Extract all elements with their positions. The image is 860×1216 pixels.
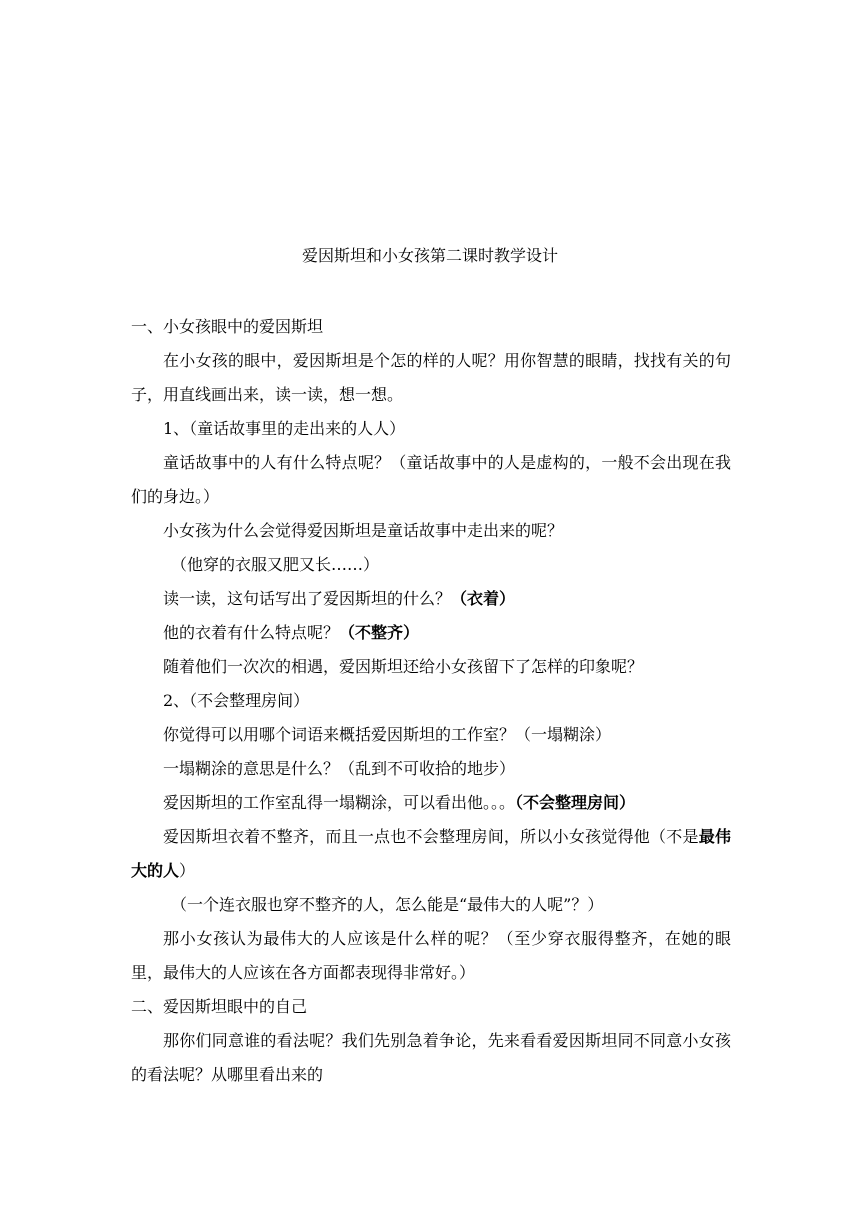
answer-9-bold: 最伟大的人 — [131, 827, 731, 880]
question-10: （一个连衣服也穿不整齐的人，怎么能是“最伟大的人呢”？） — [171, 895, 604, 914]
point-1-heading: 1、（童话故事里的走出来的人人） — [163, 419, 406, 438]
question-6: 你觉得可以用哪个词语来概括爱因斯坦的工作室？（一塌糊涂） — [163, 725, 612, 744]
answer-8-bold: （不会整理房间） — [515, 793, 636, 812]
section-2-intro: 那你们同意谁的看法呢？我们先别急着争论，先来看看爱因斯坦同不同意小女孩的看法呢？从哪里看出来的 — [131, 1031, 731, 1084]
answer-3-bold: （衣着） — [451, 589, 516, 608]
question-9-close: ） — [179, 861, 196, 880]
answer-4-bold: （不整齐） — [339, 623, 420, 642]
question-3-text: 读一读，这句话写出了爱因斯坦的什么？ — [163, 589, 452, 608]
section-1-heading: 一、小女孩眼中的爱因斯坦 — [131, 317, 324, 336]
question-4 — [131, 616, 731, 650]
question-5: 随着他们一次次的相遇，爱因斯坦还给小女孩留下了怎样的印象呢？ — [163, 657, 644, 676]
document-body — [131, 310, 731, 1092]
question-3 — [131, 582, 731, 616]
answer-2: （他穿的衣服又肥又长……） — [171, 555, 380, 574]
question-9 — [131, 820, 731, 888]
question-8 — [131, 786, 731, 820]
section-2-heading: 二、爱因斯坦眼中的自己 — [131, 997, 308, 1016]
question-2: 小女孩为什么会觉得爱因斯坦是童话故事中走出来的呢？ — [163, 521, 564, 540]
question-1: 童话故事中的人有什么特点呢？（童话故事中的人是虚构的，一般不会出现在我们的身边。） — [131, 453, 731, 506]
question-8-text: 爱因斯坦的工作室乱得一塌糊涂，可以看出他。。。 — [163, 793, 516, 812]
question-9-text: 爱因斯坦衣着不整齐，而且一点也不会整理房间，所以小女孩觉得他（不是 — [163, 827, 699, 846]
section-1-intro: 在小女孩的眼中，爱因斯坦是个怎的样的人呢？用你智慧的眼睛，找找有关的句子，用直线画出来，读一读，想一想。 — [131, 351, 731, 404]
question-4-text: 他的衣着有什么特点呢？ — [163, 623, 340, 642]
question-7: 一塌糊涂的意思是什么？（乱到不可收拾的地步） — [163, 759, 516, 778]
document-title: 爱因斯坦和小女孩第二课时教学设计 — [301, 246, 558, 265]
point-2-heading: 2、（不会整理房间） — [163, 691, 310, 710]
question-11: 那小女孩认为最伟大的人应该是什么样的呢？（至少穿衣服得整齐，在她的眼里，最伟大的人应该在各方面都表现得非常好。） — [131, 929, 731, 982]
